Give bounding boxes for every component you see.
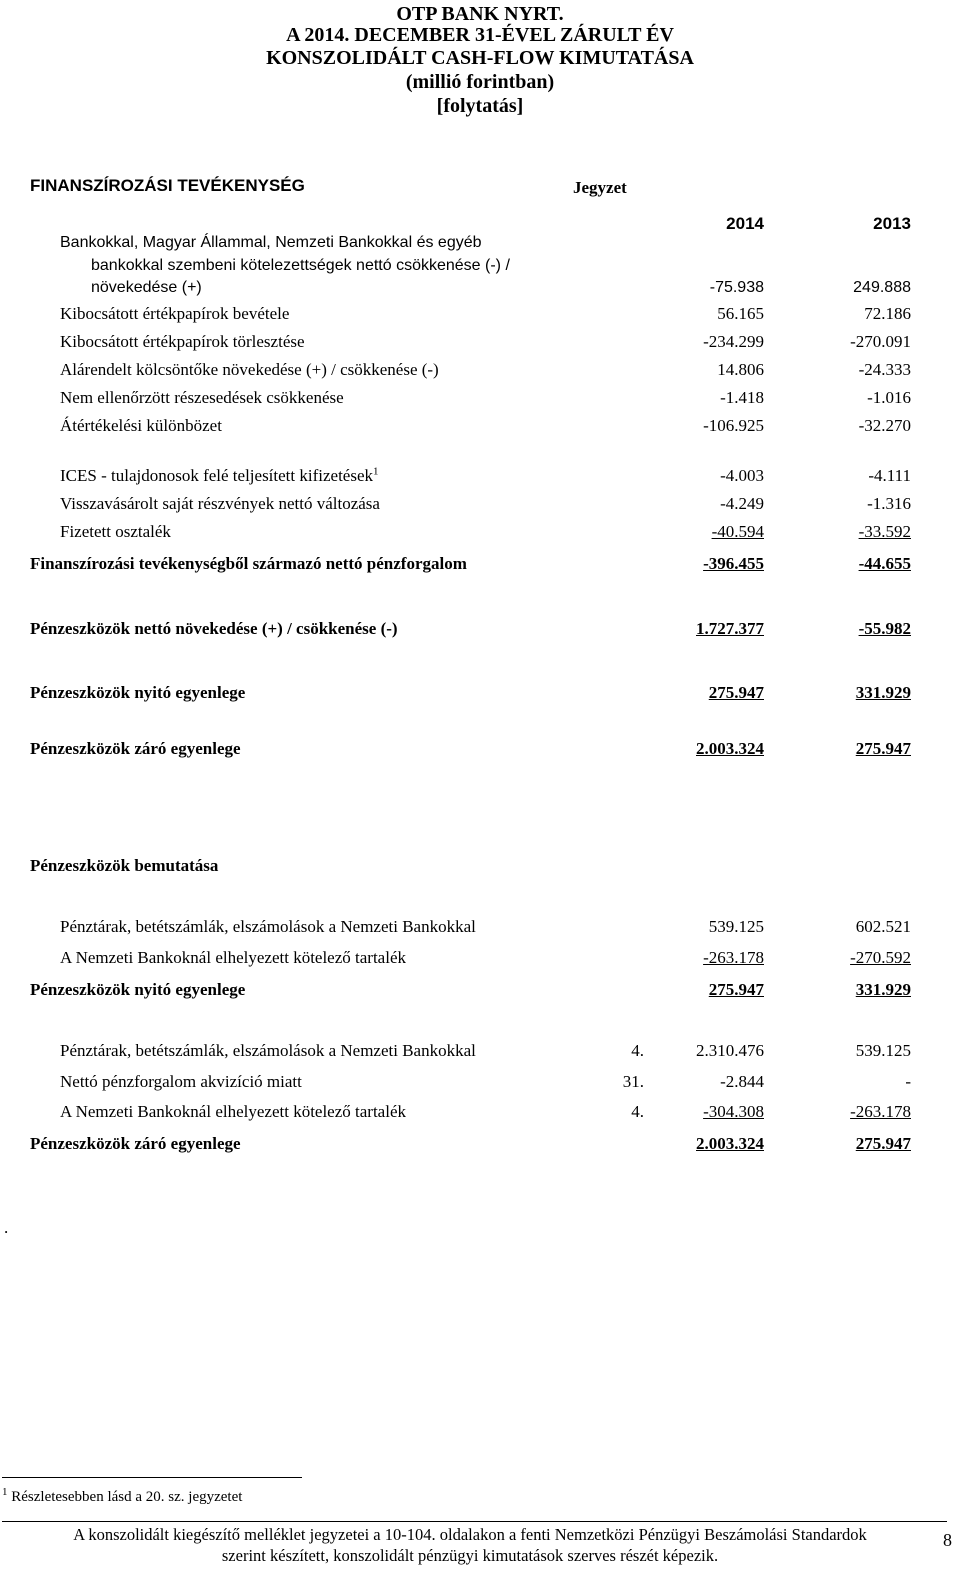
item-label: Nem ellenőrzött részesedések csökkenése	[60, 388, 344, 407]
note-reference: 4.	[631, 1041, 644, 1060]
item-label: Kibocsátott értékpapírok törlesztése	[60, 332, 305, 351]
item-label-line: Bankokkal, Magyar Állammal, Nemzeti Bankokkal és egyéb	[60, 234, 482, 251]
item-label-text: ICES - tulajdonosok felé teljesített kifizetések	[60, 466, 373, 485]
value-2013: -44.655	[858, 554, 911, 573]
item-label: Átértékelési különbözet	[60, 416, 222, 435]
value-2014: -4.003	[720, 466, 764, 485]
total-label: Pénzeszközök záró egyenlege	[30, 739, 241, 758]
value-2014: 56.165	[717, 304, 764, 323]
footer-line: szerint készített, konszolidált pénzügyi kimutatások szerves részét képezik.	[221, 1546, 719, 1565]
note-reference: 31.	[622, 1072, 644, 1091]
footnote-separator	[2, 1477, 302, 1478]
value-2013: 72.186	[864, 304, 911, 323]
statement-date-line: A 2014. DECEMBER 31-ÉVEL ZÁRULT ÉV	[286, 24, 674, 46]
value-2014: 275.947	[708, 683, 764, 702]
item-label: Nettó pénzforgalom akvizíció miatt	[60, 1072, 302, 1091]
value-2014: -2.844	[720, 1072, 764, 1091]
value-2014: -263.178	[703, 948, 764, 967]
value-2014: -1.418	[720, 388, 764, 407]
item-label	[60, 466, 379, 486]
footer-separator	[2, 1521, 947, 1522]
value-2014: 2.310.476	[696, 1041, 764, 1060]
value-2014: 2.003.324	[696, 1134, 764, 1153]
year-2013-header: 2013	[873, 214, 911, 233]
item-label-line: növekedése (+)	[91, 279, 202, 296]
year-2014-header: 2014	[726, 214, 764, 233]
value-2013: -55.982	[858, 619, 911, 638]
footnote-text: Részletesebben lásd a 20. sz. jegyzetet	[11, 1489, 243, 1505]
item-label: Pénztárak, betétszámlák, elszámolások a Nemzeti Bankokkal	[60, 917, 476, 936]
item-label: Visszavásárolt saját részvények nettó változása	[60, 494, 380, 513]
item-label: Pénztárak, betétszámlák, elszámolások a Nemzeti Bankokkal	[60, 1041, 476, 1060]
value-2013: -1.016	[867, 388, 911, 407]
footer-line: A konszolidált kiegészítő melléklet jegyzetei a 10-104. oldalakon a fenti Nemzetközi Pénzügyi Beszámolási Standardok	[73, 1525, 867, 1544]
value-2013: -24.333	[858, 360, 911, 379]
presentation-title: Pénzeszközök bemutatása	[30, 856, 219, 875]
value-2014: -396.455	[703, 554, 764, 573]
footnote	[2, 1486, 243, 1506]
value-2014: -234.299	[703, 332, 764, 351]
item-label-line: bankokkal szembeni kötelezettségek nettó csökkenése (-) /	[91, 257, 510, 274]
value-2013: -1.316	[867, 494, 911, 513]
stray-dot: .	[4, 1218, 9, 1237]
total-label: Pénzeszközök záró egyenlege	[30, 1134, 241, 1153]
value-2013: -270.592	[850, 948, 911, 967]
value-2013: 249.888	[853, 279, 911, 296]
item-label: A Nemzeti Bankoknál elhelyezett kötelező tartalék	[60, 948, 406, 967]
value-2013: 539.125	[855, 1041, 911, 1060]
value-2013: 331.929	[855, 980, 911, 999]
total-label: Finanszírozási tevékenységből származó nettó pénzforgalom	[30, 554, 467, 573]
value-2014: -40.594	[711, 522, 764, 541]
page-number: 8	[943, 1530, 952, 1550]
value-2013: -	[905, 1072, 911, 1091]
value-2013: -263.178	[850, 1102, 911, 1121]
value-2014: 1.727.377	[696, 619, 764, 638]
value-2013: 275.947	[855, 739, 911, 758]
total-label: Pénzeszközök nyitó egyenlege	[30, 980, 246, 999]
item-label: Fizetett osztalék	[60, 522, 171, 541]
item-label: Kibocsátott értékpapírok bevétele	[60, 304, 290, 323]
footnote-mark: 1	[2, 1486, 8, 1498]
footnote-reference: 1	[373, 465, 379, 478]
value-2013: -270.091	[850, 332, 911, 351]
company-name: OTP BANK NYRT.	[396, 3, 564, 25]
total-label: Pénzeszközök nyitó egyenlege	[30, 683, 246, 702]
value-2013: 331.929	[855, 683, 911, 702]
value-2014: 14.806	[717, 360, 764, 379]
value-2013: -32.270	[858, 416, 911, 435]
item-label: Alárendelt kölcsöntőke növekedése (+) / csökkenése (-)	[60, 360, 439, 379]
value-2014: 275.947	[708, 980, 764, 999]
note-column-header: Jegyzet	[573, 178, 627, 197]
statement-continued: [folytatás]	[436, 95, 524, 117]
value-2014: 2.003.324	[696, 739, 764, 758]
value-2013: 602.521	[855, 917, 911, 936]
value-2014: -4.249	[720, 494, 764, 513]
item-label: A Nemzeti Bankoknál elhelyezett kötelező tartalék	[60, 1102, 406, 1121]
section-title: FINANSZÍROZÁSI TEVÉKENYSÉG	[30, 176, 305, 195]
value-2013: -4.111	[868, 466, 911, 485]
value-2014: -106.925	[703, 416, 764, 435]
statement-title: KONSZOLIDÁLT CASH-FLOW KIMUTATÁSA	[266, 47, 694, 69]
value-2013: 275.947	[855, 1134, 911, 1153]
note-reference: 4.	[631, 1102, 644, 1121]
value-2014: -304.308	[703, 1102, 764, 1121]
total-label: Pénzeszközök nettó növekedése (+) / csökkenése (-)	[30, 619, 398, 638]
value-2014: 539.125	[708, 917, 764, 936]
value-2014: -75.938	[709, 279, 764, 296]
statement-unit: (millió forintban)	[405, 71, 555, 93]
value-2013: -33.592	[858, 522, 911, 541]
